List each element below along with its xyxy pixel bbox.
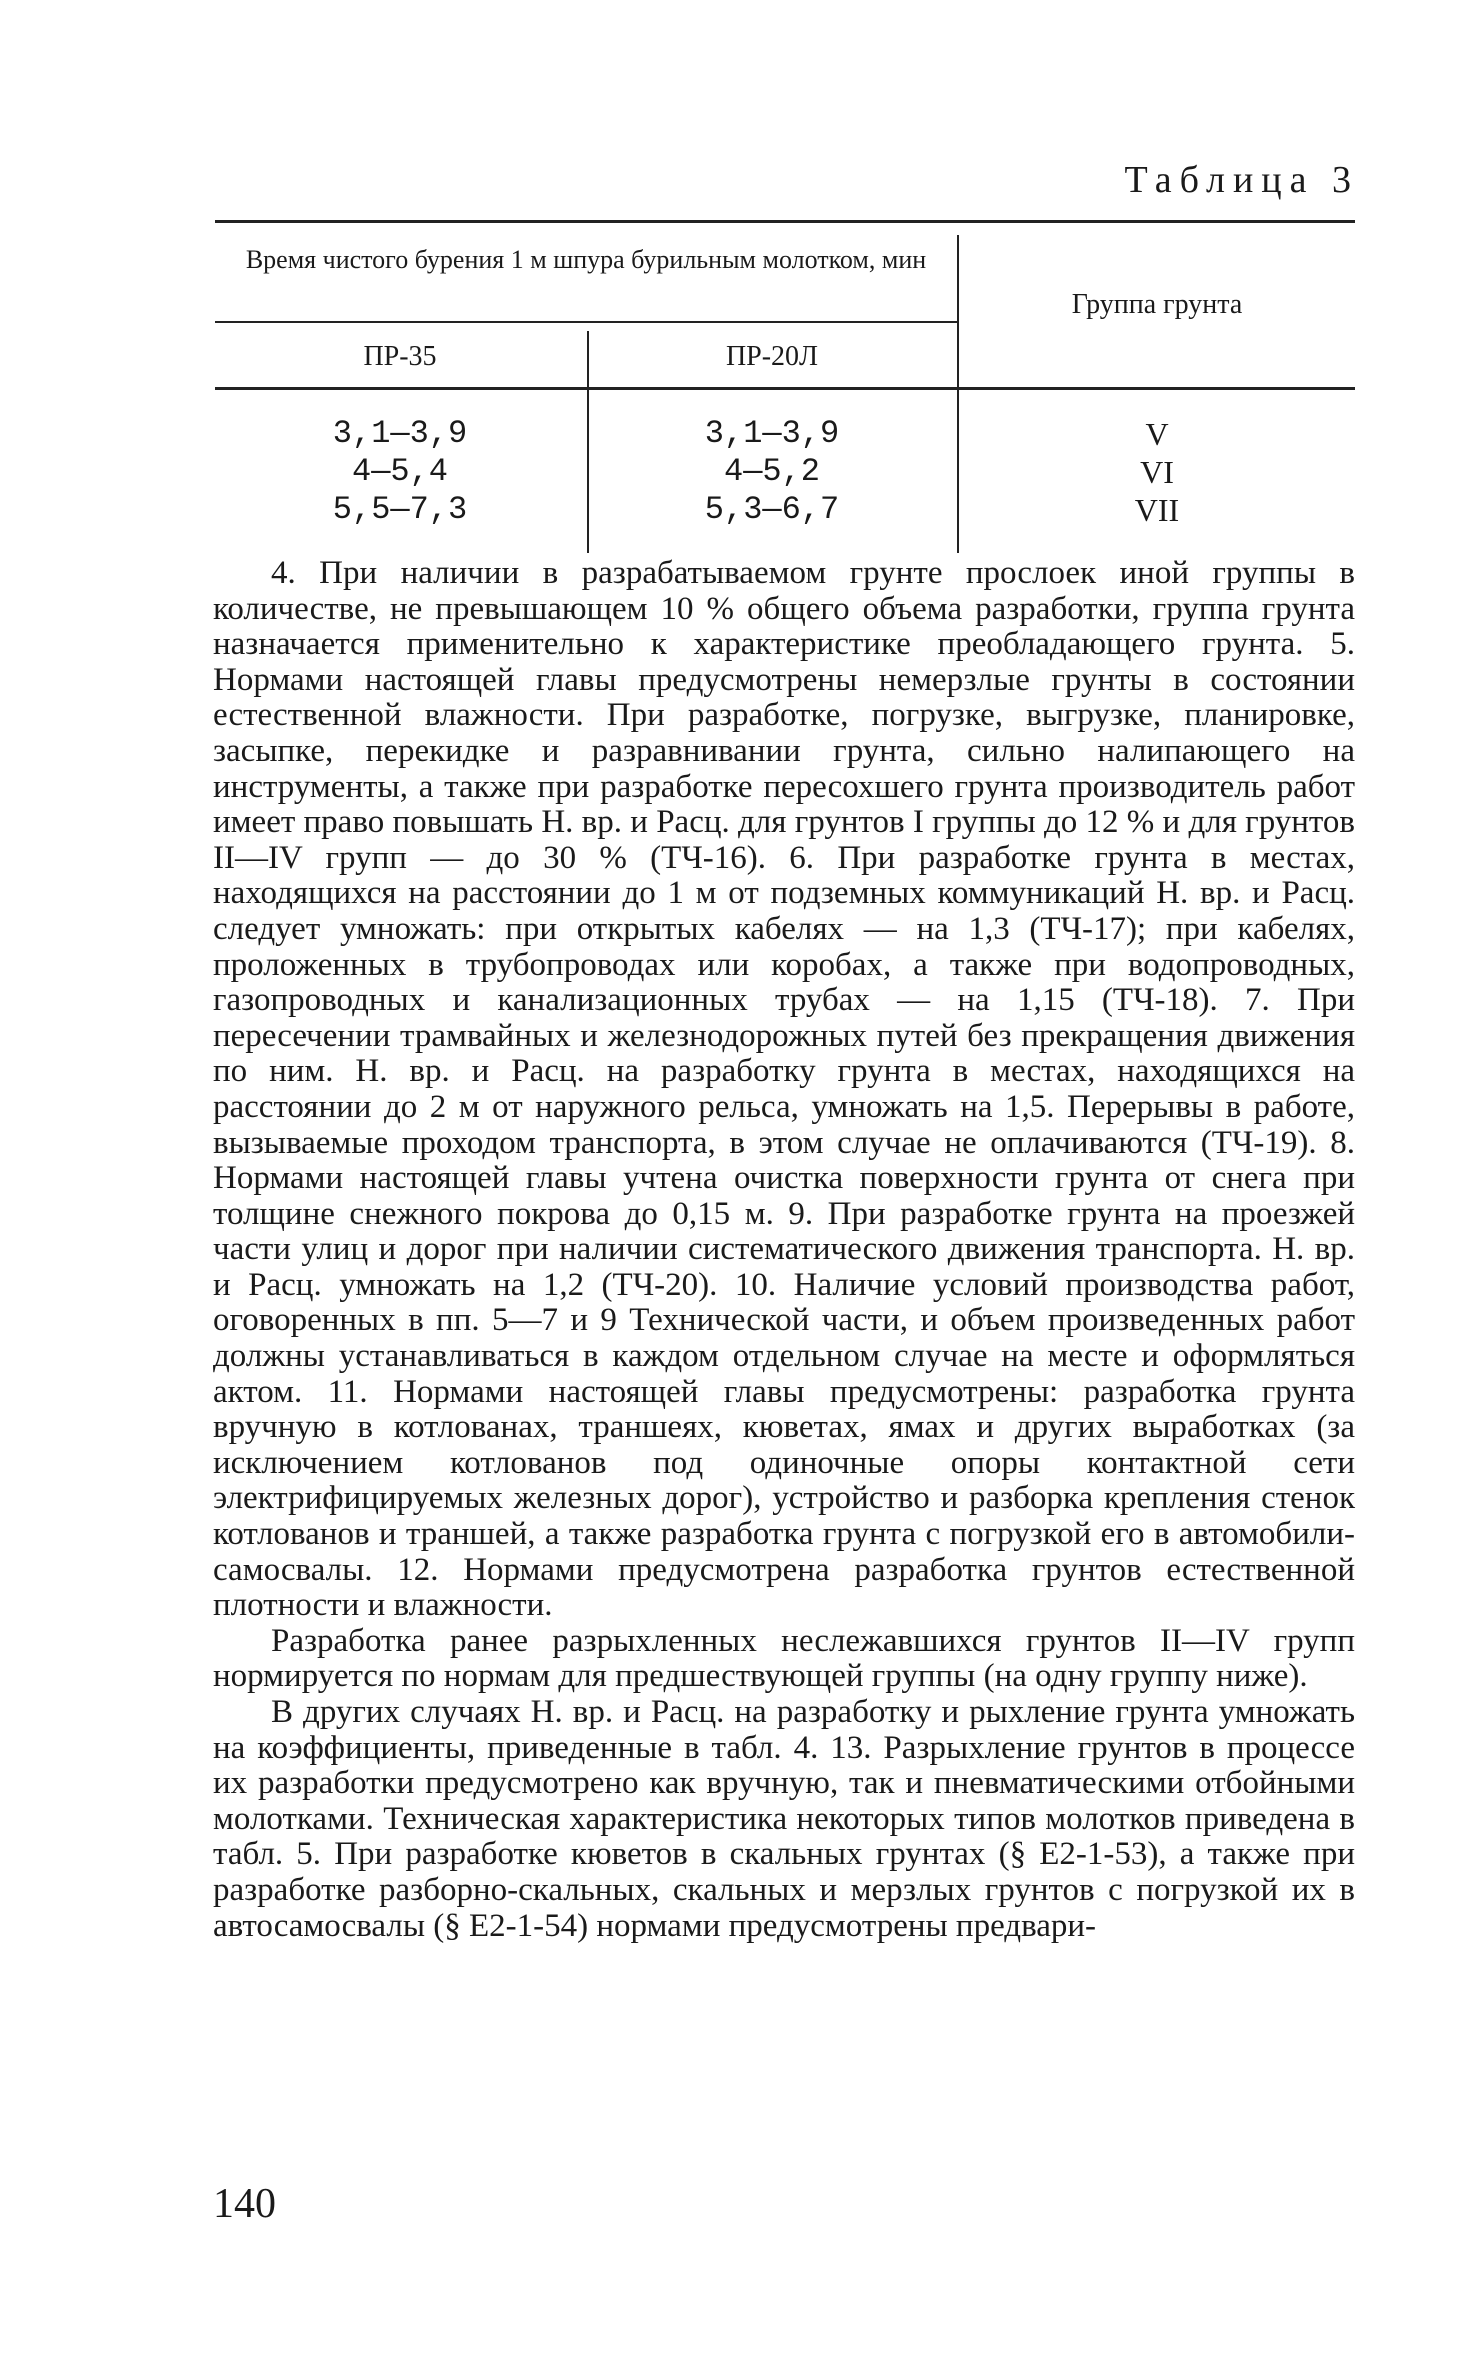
body-text (213, 556, 1355, 1944)
table-cell: 4—5,2 (723, 453, 820, 490)
paragraph: В других случаях Н. вр. и Расц. на разработку и рыхление грунта умножать на коэффициенты, приведенные в табл. 4. 13. Разрыхление грунтов в процессе их разработки предусмотрено как вручную, так и пневматическими отбойными молотками. Техническая характеристика некоторых типов молотков приведена в табл. 5. При разработке кюветов в скальных грунтах (§ Е2-1-53), а также при разработке разборно-скальных, скальных и мерзлых грунтов с погрузкой их в автосамосвалы (§ Е2-1-54) нормами предусмотрены предвари- (213, 1694, 1355, 1944)
table-divider (215, 387, 1355, 390)
table-header-soil-group: Группа грунта (1071, 289, 1243, 320)
table-subheader-pr35: ПР-35 (363, 341, 437, 372)
table-header-drilling-time: Время чистого бурения 1 м шпура бурильным молотком, мин (245, 245, 927, 274)
table-column-pr20l (587, 415, 957, 529)
table-cell: 4—5,4 (351, 453, 448, 490)
table-cell: 3,1—3,9 (704, 415, 840, 452)
data-table (215, 220, 1355, 553)
table-cell: V (1145, 416, 1169, 452)
page-number: 140 (213, 2181, 276, 2227)
table-subheader-pr20l: ПР-20Л (725, 341, 819, 372)
table-cell: VI (1140, 454, 1174, 490)
table-cell: 5,5—7,3 (332, 491, 468, 528)
paragraph: Разработка ранее разрыхленных неслежавшихся грунтов II—IV групп нормируется по нормам для предшествующей группы (на одну группу ниже). (213, 1622, 1355, 1695)
table-caption: Таблица 3 (1124, 159, 1359, 201)
table-cell: 3,1—3,9 (332, 415, 468, 452)
table-cell: VII (1134, 492, 1180, 528)
table-column-group (959, 415, 1355, 529)
table-cell: 5,3—6,7 (704, 491, 840, 528)
paragraph: 4. При наличии в разрабатываемом грунте прослоек иной группы в количестве, не превышающем 10 % общего объема разработки, группа грунта назначается применительно к характеристике преобладающего грунта. 5. Нормами настоящей главы предусмотрены немерзлые грунты в состоянии естественной влажности. При разработке, погрузке, выгрузке, планировке, засыпке, перекидке и разравнивании грунта, сильно налипающего на инструменты, а также при разработке пересохшего грунта производитель работ имеет право повышать Н. вр. и Расц. для грунтов I группы до 12 % и для грунтов II—IV групп — до 30 % (ТЧ-16). 6. При разработке грунта в местах, находящихся на расстоянии до 1 м от подземных коммуникаций Н. вр. и Расц. следует умножать: при открытых кабелях — на 1,3 (ТЧ-17); при кабелях, проложенных в трубопроводах или коробах, а также при водопроводных, газопроводных и канализационных трубах — на 1,15 (ТЧ-18). 7. При пересечении трамвайных и железнодорожных путей без прекращения движения по ним. Н. вр. и Расц. на разработку грунта в местах, находящихся на расстоянии до 2 м от наружного рельса, умножать на 1,5. Перерывы в работе, вызываемые проходом транспорта, в этом случае не оплачиваются (ТЧ-19). 8. Нормами настоящей главы учтена очистка поверхности грунта от снега при толщине снежного покрова до 0,15 м. 9. При разработке грунта на проезжей части улиц и дорог при наличии систематического движения транспорта. Н. вр. и Расц. умножать на 1,2 (ТЧ-20). 10. Наличие условий производства работ, оговоренных в пп. 5—7 и 9 Технической части, и объем произведенных работ должны устанавливаться в каждом отдельном случае на месте и оформляться актом. 11. Нормами настоящей главы предусмотрены: разработка грунта вручную в котлованах, траншеях, кюветах, ямах и других выработках (за исключением котлованов под одиночные опоры контактной сети электрифицируемых железных дорог), устройство и разборка крепления стенок котлованов и траншей, а также разработка грунта с погрузкой его в автомобили-самосвалы. 12. Нормами предусмотрена разработка грунтов естественной плотности и влажности. (213, 555, 1355, 1624)
table-divider (215, 321, 957, 323)
table-column-pr35 (215, 415, 585, 529)
